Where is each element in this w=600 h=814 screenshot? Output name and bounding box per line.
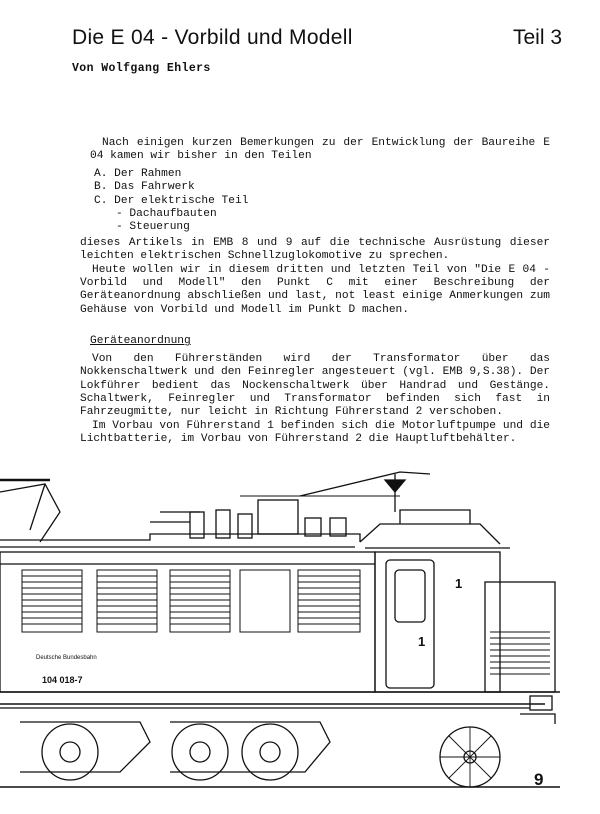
list-item: B. Das Fahrwerk: [94, 181, 195, 194]
parts-list: [94, 168, 550, 235]
list-subitem: - Steuerung: [116, 221, 190, 234]
locomotive-drawing: [0, 452, 560, 814]
paragraph-3: Von den Führerständen wird der Transformator über das Nokkenschaltwerk und den Feinregler angesteuert (vgl. EMB 9,S.38). Der Lokführer bedient das Nockenschaltwerk über Handrad und Gestänge. Schaltwerk, Feinregler und Transformator befinden sich fast in Fahrzeugmitte, nur leicht in Richtung Führerstand 2 verschoben.: [80, 352, 550, 419]
paragraph-1: dieses Artikels in EMB 8 und 9 auf die technische Ausrüstung dieser leichten elektrischen Schnellzuglokomotive zu sprechen.: [80, 236, 550, 263]
list-item: A. Der Rahmen: [94, 167, 182, 180]
railway-label: Deutsche Bundesbahn: [36, 655, 97, 661]
paragraph-2: Heute wollen wir in diesem dritten und letzten Teil von "Die E 04 - Vorbild und Modell" den Punkt C mit einer Beschreibung der Geräteanordnung abschließen und last, not least einige Anmerkungen zum Gehäuse von Vorbild und Modell im Punkt D machen.: [80, 263, 550, 316]
intro-paragraph: Nach einigen kurzen Bemerkungen zu der Entwicklung der Baureihe E 04 kamen wir bisher in den Teilen: [90, 137, 550, 163]
list-subitem: - Dachaufbauten: [116, 208, 217, 221]
loco-number: 104 018-7: [42, 675, 83, 685]
article-title: Die E 04 - Vorbild und Modell: [72, 26, 353, 49]
cab-marker-bottom: 1: [418, 634, 426, 649]
part-label: Teil 3: [512, 26, 562, 49]
author-line: Von Wolfgang Ehlers: [72, 62, 211, 75]
list-item: C. Der elektrische Teil: [94, 194, 249, 207]
cab-marker-top: 1: [455, 576, 463, 591]
section-heading: Geräteanordnung: [90, 335, 191, 348]
page-number: 9: [534, 770, 544, 789]
paragraph-4: Im Vorbau von Führerstand 1 befinden sich die Motorluftpumpe und die Lichtbatterie, im Vorbau von Führerstand 2 die Hauptluftbehälter.: [80, 419, 550, 446]
article-body: [80, 137, 550, 447]
